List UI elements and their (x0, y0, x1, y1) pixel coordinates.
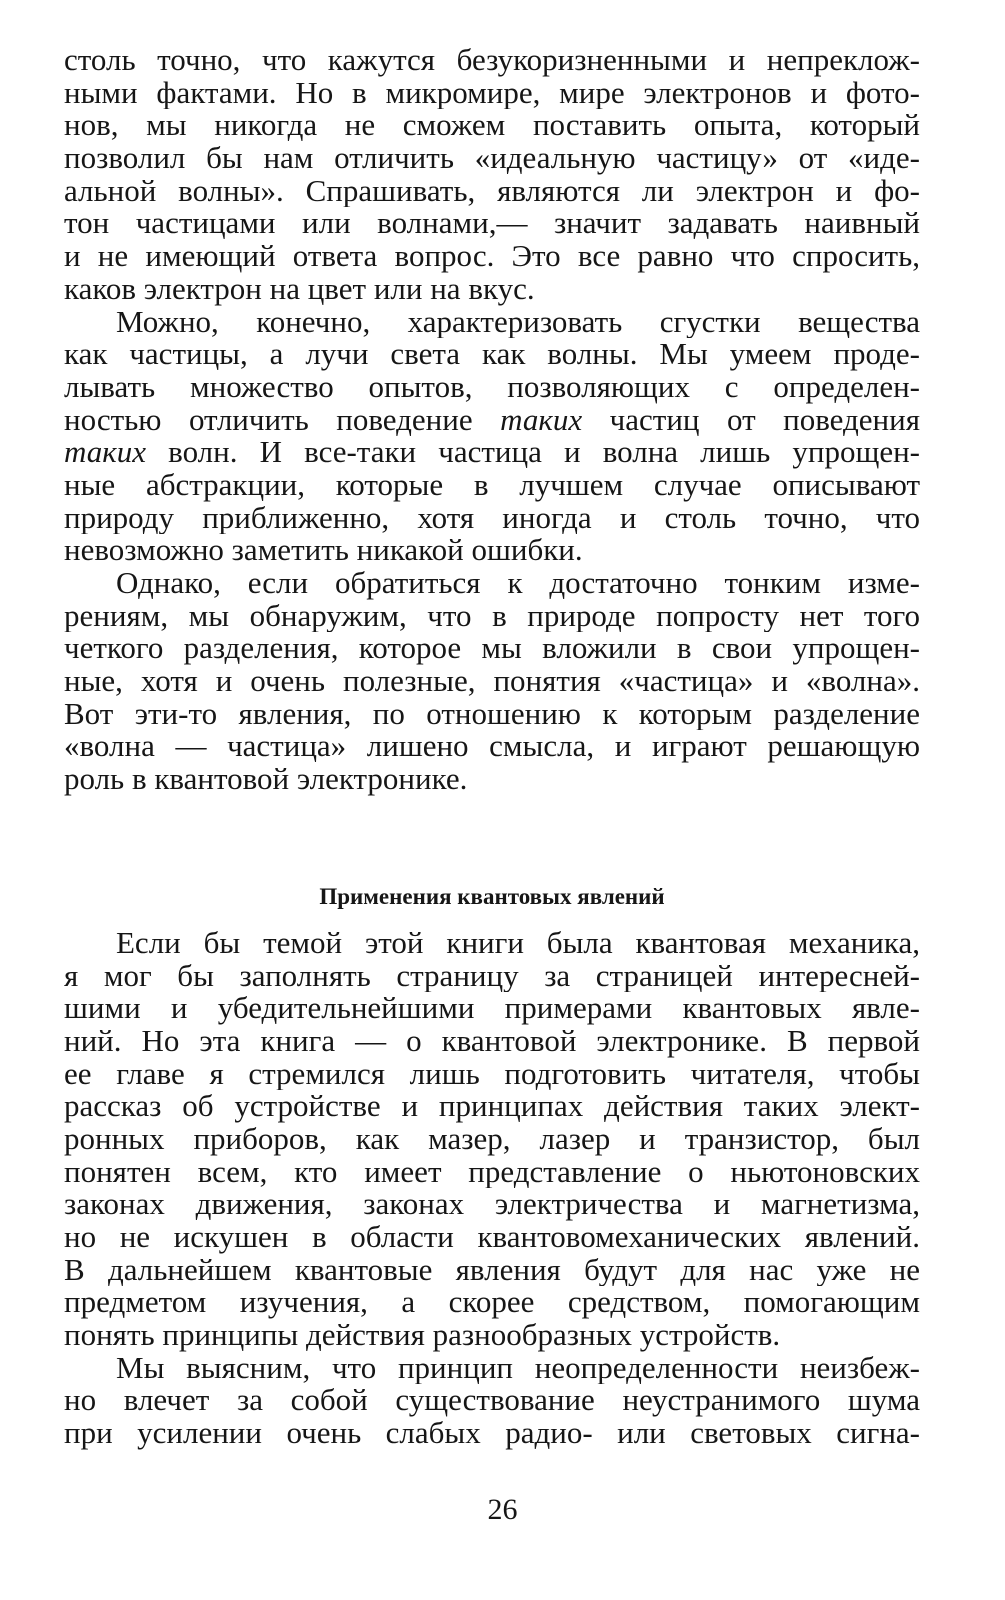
line-text: Если бы темой этой книги была квантовая механика, (116, 926, 920, 960)
text-line (64, 436, 920, 469)
text-line (64, 730, 920, 763)
text-line (64, 632, 920, 665)
text-block-top (64, 44, 920, 796)
text-line (64, 1254, 920, 1287)
line-text: четкого разделения, которое мы вложили в свои упрощен- (64, 632, 920, 666)
text-line (64, 404, 920, 437)
text-line (64, 142, 920, 175)
text-line (64, 1384, 920, 1417)
emphasized-word: таких (64, 436, 147, 469)
line-text: ронных приборов, как мазер, лазер и транзистор, был (64, 1122, 920, 1156)
page-body (64, 44, 920, 1450)
line-text: ний. Но эта книга — о квантовой электронике. В первой (64, 1024, 920, 1058)
line-text: Вот эти-то явления, по отношению к которым разделение (64, 697, 920, 731)
text-block-bottom (64, 927, 920, 1450)
line-text-segment: частиц от поведения (582, 403, 920, 437)
text-line (64, 1058, 920, 1091)
text-line (64, 665, 920, 698)
line-text: и не имеющий ответа вопрос. Это все равно что спросить, (64, 240, 920, 273)
text-line (64, 1352, 920, 1385)
text-line (64, 1221, 920, 1254)
line-text: понятен всем, кто имеет представление о ньютоновских (64, 1155, 920, 1189)
line-text: невозможно заметить никакой ошибки. (64, 534, 583, 567)
line-text: тон частицами или волнами,— значит задавать наивный (64, 207, 920, 241)
line-text: предметом изучения, а скорее средством, помогающим (64, 1286, 920, 1320)
text-line (64, 44, 920, 77)
line-text: я мог бы заполнять страницу за страницей интересней- (64, 959, 920, 993)
line-text: каков электрон на цвет или на вкус. (64, 272, 535, 306)
text-line (64, 534, 920, 567)
text-line (64, 960, 920, 993)
text-line (64, 1417, 920, 1450)
line-text: но влечет за собой существование неустранимого шума (64, 1384, 920, 1418)
line-text: нов, мы никогда не сможем поставить опыта, который (64, 109, 920, 143)
line-text: рениям, мы обнаружим, что в природе попросту нет того (64, 599, 920, 633)
text-line (64, 175, 920, 208)
line-text: но не искушен в области квантовомеханических явлений. (64, 1221, 920, 1254)
paragraph (64, 567, 920, 796)
line-text: столь точно, что кажутся безукоризненными и непреклож- (64, 44, 920, 77)
line-text: ные абстракции, которые в лучшем случае описывают (64, 468, 920, 502)
line-text: шими и убедительнейшими примерами квантовых явле- (64, 992, 920, 1025)
line-text: природу приближенно, хотя иногда и столь точно, что (64, 501, 920, 535)
text-line (64, 927, 920, 960)
line-text: лывать множество опытов, позволяющих с определен- (64, 370, 920, 404)
text-line (64, 469, 920, 502)
text-line (64, 600, 920, 633)
line-text: понять принципы действия разнообразных устройств. (64, 1319, 781, 1352)
line-text: ее главе я стремился лишь подготовить читателя, чтобы (64, 1057, 920, 1091)
line-text: «волна — частица» лишено смысла, и играют решающую (64, 730, 920, 764)
paragraph (64, 1352, 920, 1450)
line-text: Можно, конечно, характеризовать сгустки вещества (116, 305, 920, 339)
text-line (64, 1286, 920, 1319)
line-text: при усилении очень слабых радио- или световых сигна- (64, 1417, 920, 1450)
text-line (64, 1123, 920, 1156)
text-line (64, 1188, 920, 1221)
line-text-segment: ностью отличить поведение (64, 403, 501, 437)
line-text: как частицы, а лучи света как волны. Мы умеем проде- (64, 338, 920, 371)
line-text: рассказ об устройстве и принципах действия таких элект- (64, 1090, 920, 1123)
text-line (64, 992, 920, 1025)
paragraph (64, 306, 920, 568)
text-line (64, 1319, 920, 1352)
line-text: роль в квантовой электронике. (64, 763, 468, 796)
text-line (64, 273, 920, 306)
text-line (64, 763, 920, 796)
line-text: законах движения, законах электричества и магнетизма, (64, 1188, 920, 1221)
text-line (64, 1156, 920, 1189)
line-text: ные, хотя и очень полезные, понятия «частица» и «волна». (64, 665, 920, 698)
line-text: В дальнейшем квантовые явления будут для нас уже не (64, 1253, 920, 1287)
emphasized-word: таких (500, 403, 583, 437)
text-line (64, 77, 920, 110)
text-line (64, 306, 920, 339)
text-line (64, 502, 920, 535)
section-gap (64, 796, 920, 882)
text-line (64, 338, 920, 371)
paragraph (64, 927, 920, 1352)
section-heading: Применения квантовых явлений (319, 883, 665, 909)
line-text: позволил бы нам отличить «идеальную частицу» от «иде- (64, 142, 920, 175)
text-line (64, 1090, 920, 1123)
text-line (64, 109, 920, 142)
text-line (64, 371, 920, 404)
line-text: альной волны». Спрашивать, являются ли электрон и фо- (64, 174, 920, 208)
line-text: Однако, если обратиться к достаточно тонким изме- (116, 567, 920, 600)
paragraph (64, 44, 920, 306)
line-text: Мы выясним, что принцип неопределенности неизбеж- (116, 1351, 920, 1385)
text-line (64, 567, 920, 600)
text-line (64, 1025, 920, 1058)
text-line (64, 240, 920, 273)
page-number: 26 (487, 1493, 518, 1526)
text-line (64, 698, 920, 731)
line-text: ными фактами. Но в микромире, мире электронов и фото- (64, 76, 920, 110)
line-text-segment: волн. И все-таки частица и волна лишь упрощен- (146, 436, 920, 469)
text-line (64, 207, 920, 240)
